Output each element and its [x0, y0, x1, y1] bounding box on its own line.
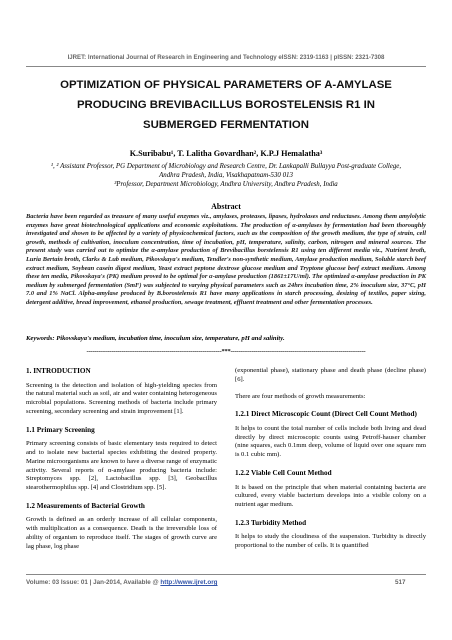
section-heading: 1.1 Primary Screening	[26, 425, 95, 434]
keywords-text: Pikovskaya's medium, incubation time, inoculum size, temperature, pH and salinity.	[56, 335, 285, 342]
section-paragraph: It helps to study the cloudiness of the suspension. Turbidity is directly proportional to the number of cells. It is quantified	[235, 533, 426, 550]
keywords	[26, 335, 426, 342]
section-paragraph: Growth is defined as an orderly increase of all cellular components, with multiplication as a consequence. Death is the irreversible loss of ability of organism to reproduce itself. The stages of growth curve are lag phase, log phase	[26, 516, 217, 550]
section-heading: 1. INTRODUCTION	[26, 367, 91, 375]
section-paragraph: Primary screening consists of basic elementary tests required to detect and to isolate new bacterial species exhibiting the desired property. Marine microorganisms are known to have a diverse range of enzymatic activity. Several reports of α-amylase producing bacteria include: Streptomyces spp. [2], Lactobacillus spp. [3], Geobacillus stearothermophilus spp. [4] and Clostridium spp. [5].	[26, 440, 217, 492]
section-paragraph: There are four methods of growth measurements:	[235, 392, 366, 400]
section-paragraph: It helps to count the total number of cells include both living and dead directly by direct microscopic counts using Petroff-hauser chamber (nine squares, each 0.1mm deep, volume of liquid over one square mm is 0.1 cubic mm).	[235, 424, 426, 459]
section-heading: 1.2.3 Turbidity Method	[235, 518, 307, 527]
author-line: K.Suribabu¹, T. Lalitha Govardhan², K.P.J Hemalatha³	[129, 149, 323, 158]
page-number: 517	[395, 579, 406, 586]
keywords-label: Keywords:	[26, 335, 55, 342]
journal-header: IJRET: International Journal of Research in Engineering and Technology eISSN: 2319-1163 | pISSN: 2321-7308	[67, 54, 385, 61]
footer-volume	[26, 579, 218, 586]
journal-link[interactable]: http://www.ijret.org	[160, 579, 218, 586]
abstract-heading: Abstract	[211, 202, 241, 211]
left-column	[26, 362, 217, 552]
affiliations	[40, 162, 412, 189]
right-column	[235, 362, 426, 551]
abstract-text: Bacteria have been regarded as treasure of many useful enzymes viz., amylases, proteases, lipases, hydrolases and reductases. Among them amylolytic enzymes have great biotechnological applications and economic exploitations. The production of α-amylases by fermentation had been thoroughly investigated and shown to be affected by a variety of physicochemical factors, such as the composition of the growth medium, the type of strain, cell growth, methods of cultivation, inoculum concentration, time of incubation, pH, temperature, salinity, carbon, nitrogen and mineral sources. The present study was carried out to optimize the α-amylase production of Brevibacillus borstelensis R1 using ten different media viz., Nutrient broth, Luria Bertain broth, Clarks & Lub medium, Pikovskaya's medium, Tendler's non-synthetic medium, Amylase production medium, Soluble starch beef extract medium, Soybean casein digest medium, Yeast extract peptone dextrose glucose medium and Tryptone glucose beef extract medium. Among these ten media, Pikovskaya's (PK) medium proved to be optimal for α-amylase production (1861±17U/ml). The optimized α-amylase production in PK medium by submerged fermentation (SmF) was subjected to varying physical parameters such as 24hrs incubation time, 2% inoculum size, 37°C, pH 7.0 and 1% NaCl. Alpha-amylase produced by B.borostelensis R1 have many applications in starch processing, desizing of textiles, paper sizing, detergent additive, bread improvement, ethanol production, sewage treatment, effluent treatment and other fermentation processes.	[26, 213, 426, 306]
affiliation-1: ¹, ² Assistant Professor, PG Department of Microbiology and Research Centre, Dr. Lankapalli Bullayya Post-graduate College, Andhra Pradesh, India, Visakhapatnam-530 013	[50, 163, 402, 179]
section-heading: 1.2.2 Viable Cell Count Method	[235, 469, 332, 478]
footer-rule	[26, 574, 426, 575]
header-rule	[26, 66, 426, 67]
paper-title: OPTIMIZATION OF PHYSICAL PARAMETERS OF A-AMYLASE PRODUCING BREVIBACILLUS BOROSTELENSIS R1 IN SUBMERGED FERMENTATION	[60, 79, 392, 131]
section-heading: 1.2 Measurements of Bacterial Growth	[26, 501, 145, 510]
section-paragraph: It is based on the principle that when material containing bacteria are cultured, every viable bacterium develops into a visible colony on a nutrient agar medium.	[235, 483, 426, 509]
section-heading: 1.2.1 Direct Microscopic Count (Direct Cell Count Method)	[235, 410, 417, 419]
affiliation-2: ³Professor, Department Microbiology, Andhra University, Andhra Pradesh, India	[114, 181, 338, 188]
footer-volume-text: Volume: 03 Issue: 01 | Jan-2014, Available @	[26, 579, 161, 586]
section-divider: ----------------------------------------------------------------------***----------------------------------------------------------------------	[86, 348, 366, 355]
section-paragraph: Screening is the detection and isolation of high-yielding species from the natural material such as soil, air and water containing heterogeneous microbial populations. Screening methods of bacteria include primary screening, secondary screening and strain improvement [1].	[26, 381, 217, 415]
section-paragraph: (exponential phase), stationary phase and death phase (decline phase) [6].	[235, 367, 426, 383]
